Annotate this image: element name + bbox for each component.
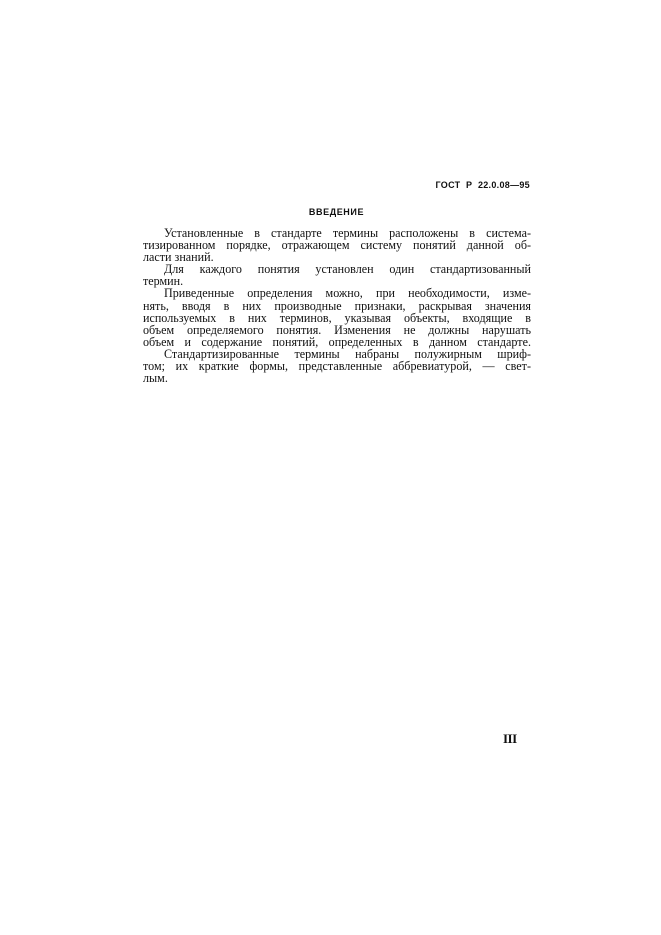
- text-line: том; их краткие формы, представленные аббревиатурой, — свет-: [143, 359, 531, 374]
- text-line: используемых в них терминов, указывая объекты, входящие в: [143, 310, 531, 325]
- text-line: ласти знаний.: [143, 250, 214, 265]
- paragraph-single-term: [143, 263, 531, 287]
- text-line: нять, вводя в них производные признаки, раскрывая значения: [143, 298, 531, 313]
- text-line: объем определяемого понятия. Изменения не должны нарушать: [143, 322, 531, 337]
- text-line: Для каждого понятия установлен один стандартизованный: [164, 262, 531, 277]
- text-line: объем и содержание понятий, определенных в данном стандарте.: [143, 334, 531, 349]
- standard-code-header: ГОСТ Р 22.0.08—95: [435, 180, 530, 190]
- text-line: термин.: [143, 274, 184, 289]
- text-line: Приведенные определения можно, при необходимости, изме-: [164, 286, 531, 301]
- introduction-body: [143, 227, 531, 384]
- text-line: лым.: [143, 371, 168, 386]
- paragraph-definitions: [143, 287, 531, 347]
- paragraph-terms-arrangement: [143, 227, 531, 263]
- section-title: ВВЕДЕНИЕ: [308, 207, 365, 217]
- text-line: Установленные в стандарте термины расположены в системa-: [164, 226, 531, 240]
- text-line: Стандартизированные термины набраны полужирным шриф-: [164, 346, 531, 361]
- text-line: тизированном порядке, отражающем систему понятий данной об-: [143, 238, 531, 253]
- page-number: III: [503, 731, 517, 746]
- paragraph-typography: [143, 348, 531, 384]
